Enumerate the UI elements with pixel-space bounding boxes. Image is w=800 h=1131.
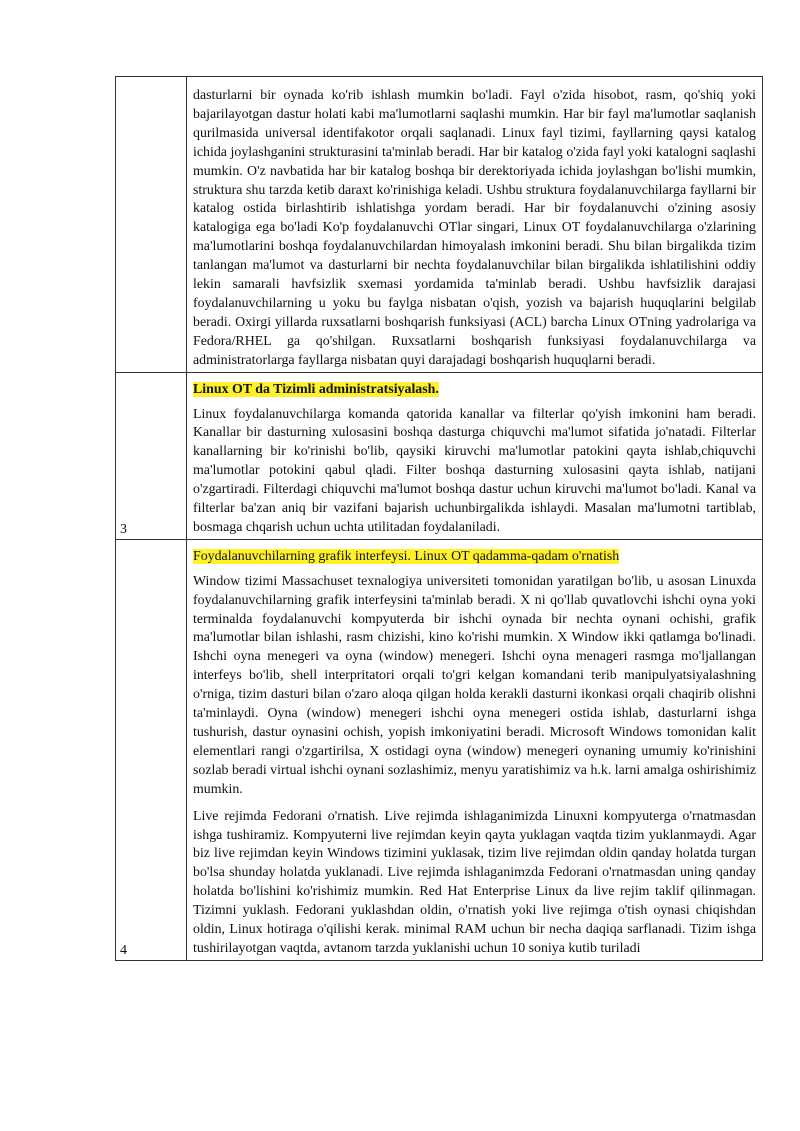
- row-content: [187, 77, 763, 373]
- highlighted-heading-text: Linux OT da Tizimli administratsiyalash.: [193, 381, 439, 397]
- table-row: [116, 539, 763, 960]
- highlighted-heading-text: Foydalanuvchilarning grafik interfeysi. Linux OT qadamma-qadam o'rnatish: [193, 548, 620, 564]
- section-heading: [193, 381, 756, 400]
- section-heading: [193, 548, 756, 567]
- table-row: [116, 77, 763, 373]
- content-table: [115, 76, 763, 961]
- row-number: 3: [116, 372, 187, 539]
- paragraph: Live rejimda Fedorani o'rnatish. Live rejimda ishlaganimizda Linuxni kompyuterga o'rnatmasdan ishga tushiramiz. Kompyuterni live rejimdan keyin qayta yuklagan vaqtda tizim yuklanmaydi. Agar biz live rejimdan keyin Windows tizimini yuklasak, tizim live rejimdan oldin qanday holatda turgan bo'lsa shunday holatda yuklanadi. Live rejimda ishlaganimzda Fedorani o'rnatmasdan uning qanday holatda bo'lishini ko'rishimiz mumkin. Red Hat Enterprise Linux da live rejim taklif qilinmagan. Tizimni yuklash. Fedorani yuklashdan oldin, o'rnatish yoki live rejimga o'tish oynasi chiqishdan oldin, Linux hotiraga o'qilishi kerak. minimal RAM uchun bir necha daqiqa sarflanadi. Tizim ishga tushirilayotgan vaqtda, avtanom tarzda yuklanishi uchun 10 soniya kutib turiladi: [193, 808, 756, 956]
- row-content: [187, 539, 763, 960]
- row-content: [187, 372, 763, 539]
- row-number: [116, 77, 187, 373]
- paragraph: dasturlarni bir oynada ko'rib ishlash mumkin bo'ladi. Fayl o'zida hisobot, rasm, qo'shiq yoki bajarilayotgan dastur holati kabi ma'lumotlarni saqlashi mumkin. Har bir fayl ma'lumotlar saqlanish qurilmasida universal identifakotor orqali saqlanadi. Linux fayl tizimi, fayllarning qaysi katalog ichida joylashganini strukturasini ta'minlab beradi. Har bir katalog o'zida fayl yoki katalogni saqlashi mumkin. O'z navbatida har bir katalog boshqa bir derektoriyada ichida joylashgan bo'lishi mumkin, struktura shu tarzda ketib daraxt ko'rinishiga keladi. Ushbu struktura foydalanuvchilarga fayllarni bir katalog ostida birlashtirib ishlatishga yordam beradi. Har bir foydalanuvchi o'zining asosiy katalogiga ega bo'ladi Ko'p foydalanuvchi OTlar singari, Linux OT foydalanuvchilarga o'zlarining ma'lumotlarini boshqa foydalanuvchilardan himoyalash imkonini beradi. Shu bilan birgalikda tizim tanlangan ma'lumot va dasturlarni bir nechta foydalanuvchilar bilan birgalikda ishlatilishini oddiy lekin samarali havfsizlik sxemasi yordamida ta'minlab beradi. Ushbu havfsizlik darajasi foydalanuvchilarning u yoku bu faylga nisbatan o'qish, yozish va bajarish huquqlarini belgilab beradi. Oxirgi yillarda ruxsatlarni boshqarish funksiyasi (ACL) barcha Linux OTning yadrolariga va Fedora/RHEL ga qo'shilgan. Ruxsatlarni boshqarish funksiyasi foydalanuvchilarga va administratorlarga fayllarga nisbatan quyi darajadagi boshqarish huquqlarni beradi.: [193, 88, 756, 368]
- paragraph: Linux foydalanuvchilarga komanda qatorida kanallar va filterlar qo'yish imkonini ham beradi. Kanallar bir dasturning xulosasini boshqa dasturga chiquvchi ma'lumot sifatida jo'natadi. Filterlar kanallarning bir ko'rinishi bo'lib, qaysiki kiruvchi ma'lumotlar patokini qayta ishlab,chiquvchi ma'lumotlar potokini qabul qladi. Filter boshqa dasturning xulosasini qayta ishlab, natijani o'zgartiradi. Filterdagi chiquvchi ma'lumot boshqa dastur uchun kiruvchi ma'lumot bo'ladi. Kanal va filterlar ba'zan aniq bir vazifani bajarish uchunbirgalikda ishlaydi. Masalan ma'lumotni tartiblab, bosmaga chqarish uchun uchta utilitadan foydalaniladi.: [193, 406, 756, 535]
- paragraph: Window tizimi Massachuset texnalogiya universiteti tomonidan yaratilgan bo'lib, u asosan Linuxda foydalanuvchilarning grafik interfeysini ta'minlab beradi. X ni qo'llab quvatlovchi ishchi oyna yoki terminalda foydalanuvchi kompyuterda bir ishchi oynada bir nechta oynani ochishi, grafik ma'lumotlar bilan ishlashi, rasm chizishi, kino ko'rishi mumkin. X Window ikki qatlamga bo'linadi. Ishchi oyna menegeri va oyna (window) menegeri. Ishchi oyna menageri rasmga mo'ljallangan interfeys bo'lib, shell interpritatori orqali to'gri kelgan komandani terib manipulyatsiyalashning o'rniga, tizim dasturi bilan o'zaro aloqa qilgan holda kerakli dasturni ikonkasi orqali chaqirib olishni ta'minlaydi. Oyna (window) menegeri ishchi oyna menegeri ostida ishlab, dasturlarni ishga tushurish, dastur oynasini ochish, yopish imkoniyatini beradi. Microsoft Windows tomonidan kalit elementlari rangi o'zgartirilsa, X ostidagi oyna (window) menegeri oynaning umumiy ko'rinishini sozlab beradi virtual ishchi oynani sozlashimiz, menyu yaratishimiz va h.k. larni amalga oshirishimiz mumkin.: [193, 573, 756, 797]
- row-number: 4: [116, 539, 187, 960]
- table-row: [116, 372, 763, 539]
